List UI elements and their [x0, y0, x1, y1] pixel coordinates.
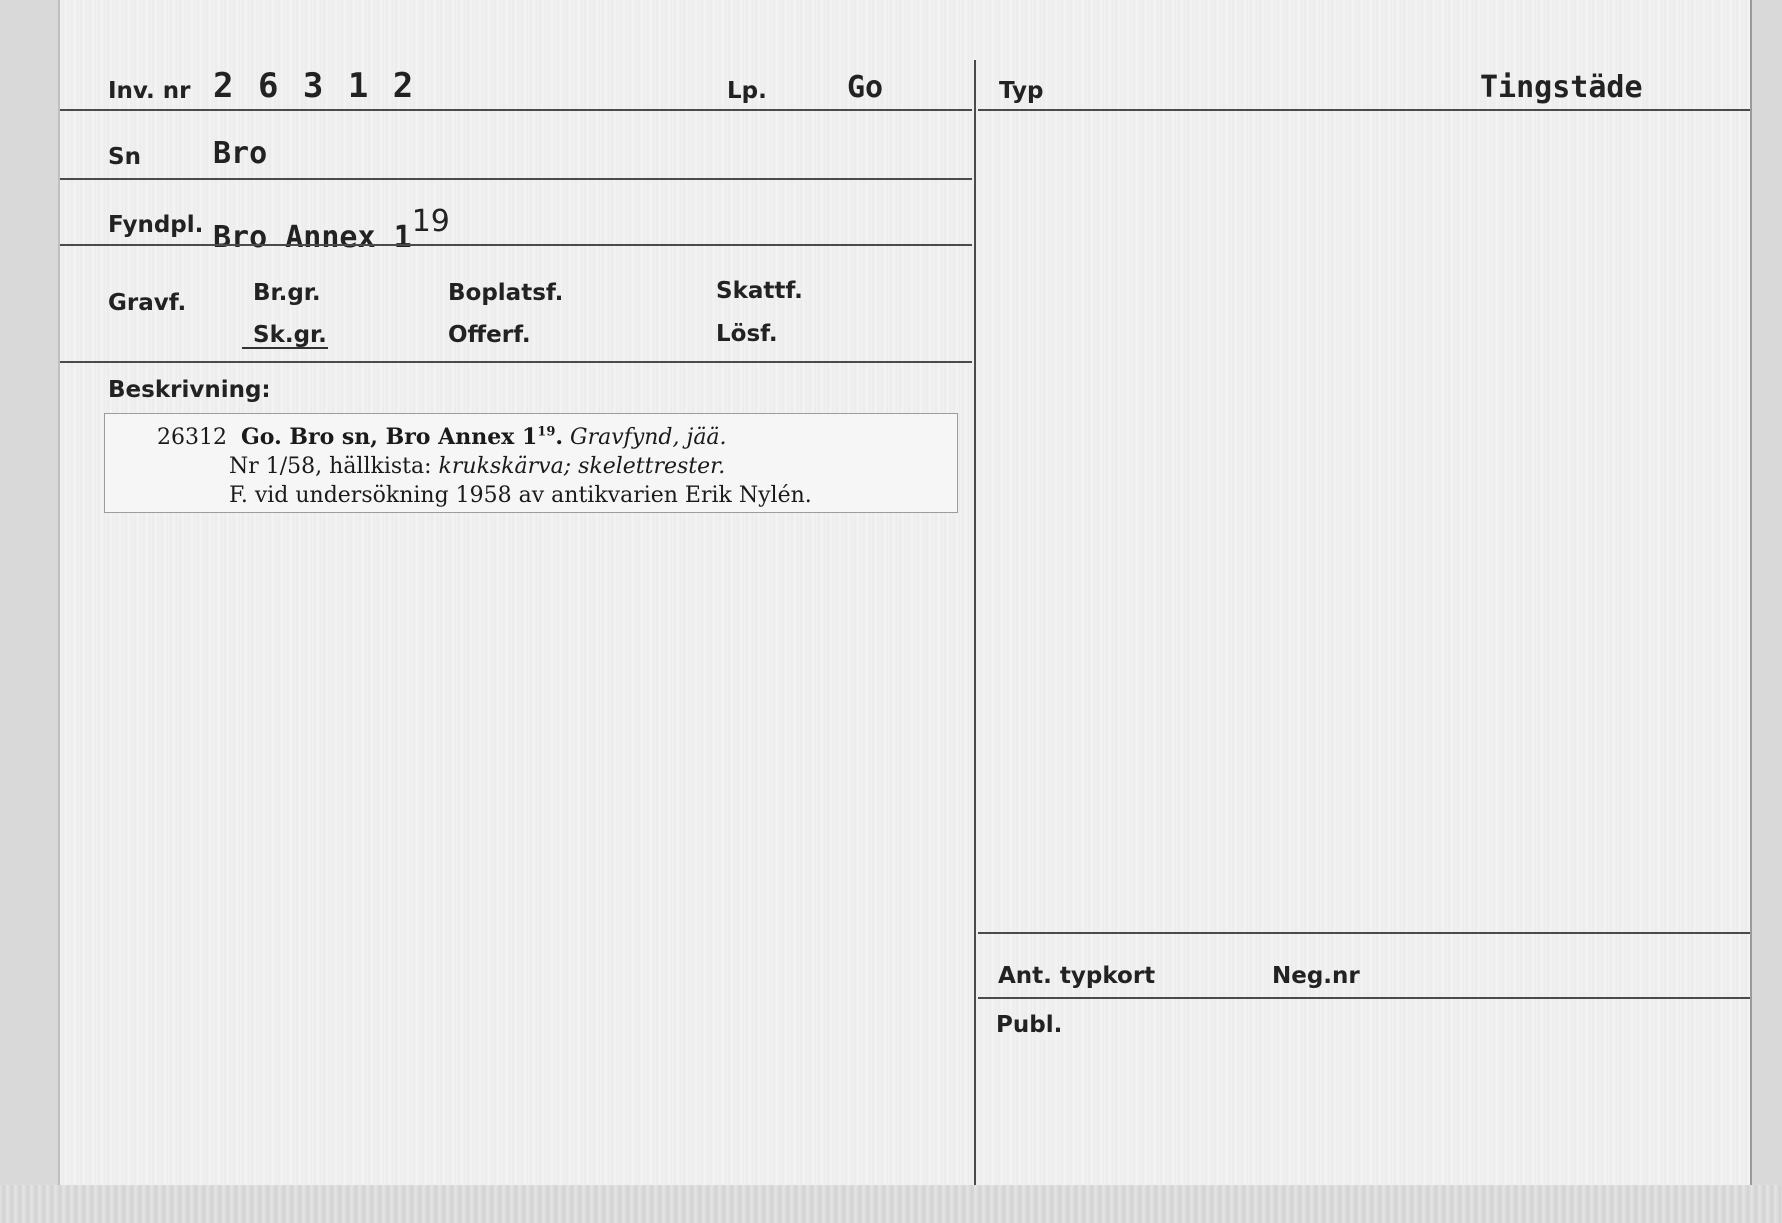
- lp-value: Go: [847, 70, 884, 105]
- slip-line-3: F. vid undersökning 1958 av antikvarien Erik Nylén.: [229, 483, 812, 508]
- neg-nr-label: Neg.nr: [1272, 963, 1360, 989]
- typ-value: Tingstäde: [1480, 70, 1643, 105]
- beskrivning-label: Beskrivning:: [108, 377, 271, 403]
- slip-location: Go. Bro sn, Bro Annex 1: [241, 424, 538, 450]
- slip-location-dot: .: [555, 424, 564, 450]
- skgr-label: Sk.gr.: [253, 322, 327, 348]
- divider-row1-left: [60, 109, 972, 111]
- fyndpl-text: Bro Annex 1: [213, 220, 412, 255]
- slip-grave-info: Nr 1/58, hällkista:: [229, 454, 432, 479]
- slip-finds: krukskärva; skelettrester.: [438, 454, 726, 479]
- slip-location-sup: 19: [537, 424, 556, 440]
- slip-inventory-number: 26312: [157, 425, 227, 450]
- brgr-label: Br.gr.: [253, 280, 321, 306]
- skattf-label: Skattf.: [716, 278, 803, 304]
- fyndpl-superscript: 19: [411, 204, 450, 239]
- ant-typkort-label: Ant. typkort: [998, 963, 1156, 989]
- inv-nr-label: Inv. nr: [108, 78, 191, 104]
- slip-find-type: Gravfynd, jää.: [570, 425, 727, 450]
- lp-label: Lp.: [727, 78, 767, 104]
- divider-row4: [60, 361, 972, 363]
- divider-publ-top: [978, 997, 1750, 999]
- divider-row3: [60, 244, 972, 246]
- sn-value: Bro: [213, 136, 268, 171]
- divider-row1-right: [978, 109, 1750, 111]
- sn-label: Sn: [108, 144, 141, 170]
- offerf-label: Offerf.: [448, 322, 531, 348]
- center-divider: [974, 60, 976, 1185]
- boplatsf-label: Boplatsf.: [448, 280, 564, 306]
- gravf-label: Gravf.: [108, 290, 187, 316]
- divider-typkort-top: [978, 932, 1750, 934]
- skgr-underline: [242, 347, 328, 349]
- description-slip: [104, 413, 958, 513]
- scan-bottom-strip: [0, 1185, 1782, 1223]
- publ-label: Publ.: [996, 1012, 1063, 1038]
- fyndpl-value: [213, 204, 450, 255]
- inv-nr-value: 2 6 3 1 2: [213, 66, 416, 106]
- losf-label: Lösf.: [716, 321, 778, 347]
- slip-line-1: [157, 424, 727, 450]
- fyndpl-label: Fyndpl.: [108, 212, 204, 238]
- divider-row2: [60, 178, 972, 180]
- slip-line-2: [229, 454, 725, 479]
- typ-label: Typ: [999, 78, 1044, 104]
- catalog-card: [58, 0, 1752, 1187]
